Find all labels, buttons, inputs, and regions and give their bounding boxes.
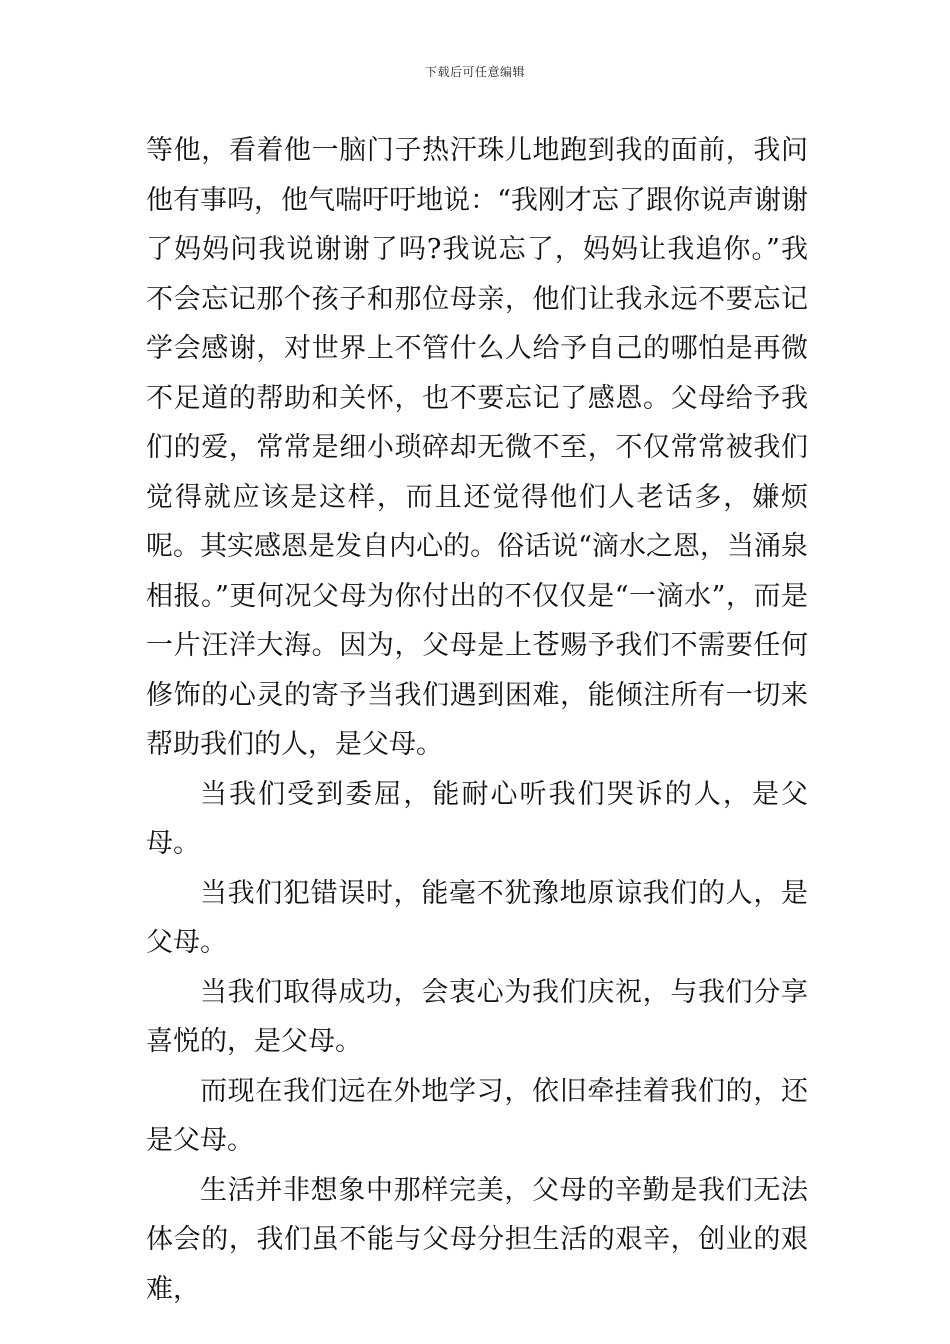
paragraph-mistake: 当我们犯错误时，能毫不犹豫地原谅我们的人，是父母。	[146, 877, 808, 958]
paragraph-life: 生活并非想象中那样完美，父母的辛勤是我们无法体会的，我们虽不能与父母分担生活的艰辛，创业的艰难，	[146, 1174, 808, 1305]
paragraph-continuation: 等他，看着他一脑门子热汗珠儿地跑到我的面前，我问他有事吗，他气喘吁吁地说：“我刚才忘了跟你说声谢谢了妈妈问我说谢谢了吗?我说忘了，妈妈让我追你。”我不会忘记那个孩子和那位母亲，他们让我永远不要忘记学会感谢，对世界上不管什么人给予自己的哪怕是再微不足道的帮助和关怀，也不要忘记了感恩。父母给予我们的爱，常常是细小琐碎却无微不至，不仅常常被我们觉得就应该是这样，而且还觉得他们人老话多，嫌烦呢。其实感恩是发自内心的。俗话说“滴水之恩，当涌泉相报。”更何况父母为你付出的不仅仅是“一滴水”，而是一片汪洋大海。因为，父母是上苍赐予我们不需要任何修饰的心灵的寄予当我们遇到困难，能倾注所有一切来帮助我们的人，是父母。	[146, 135, 808, 760]
paragraph-grievance: 当我们受到委屈，能耐心听我们哭诉的人，是父母。	[146, 778, 808, 859]
paragraph-away: 而现在我们远在外地学习，依旧牵挂着我们的，还是父母。	[146, 1075, 808, 1156]
paragraph-success: 当我们取得成功，会衷心为我们庆祝，与我们分享喜悦的，是父母。	[146, 976, 808, 1057]
document-body	[146, 126, 808, 1314]
page-header: 下载后可任意编辑	[424, 65, 525, 79]
